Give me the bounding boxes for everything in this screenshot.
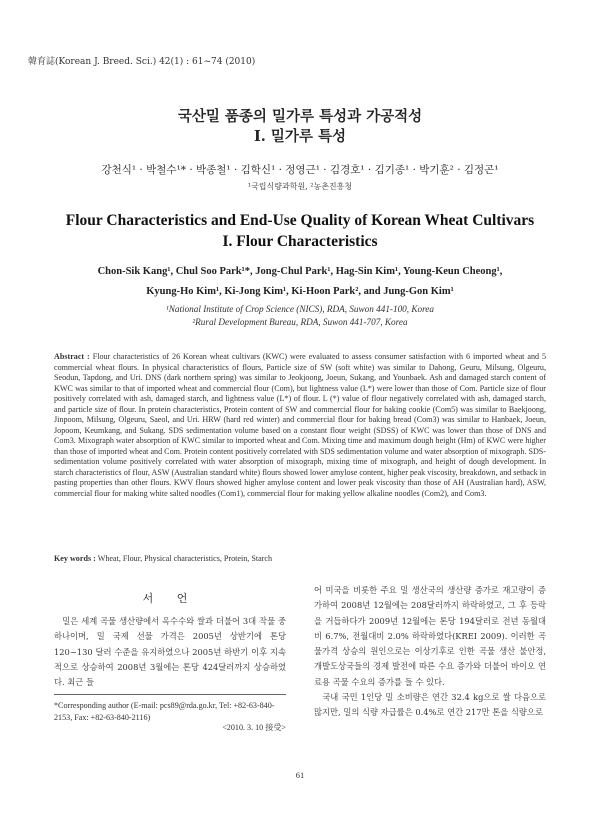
- english-affiliation-line-2: ²Rural Development Bureau, RDA, Suwon 441-707, Korea: [192, 317, 408, 327]
- received-date: <2010. 3. 10 接受>: [222, 723, 286, 732]
- english-affiliation-line-1: ¹National Institute of Crop Science (NICS), RDA, Suwon 441-100, Korea: [166, 304, 434, 314]
- korean-title-line-1: 국산밀 품종의 밀가루 특성과 가공적성: [177, 108, 423, 125]
- keywords-label: Key words :: [54, 554, 96, 563]
- korean-affiliation: ¹국립식량과학원, ²농촌진흥청: [247, 182, 353, 191]
- intro-right-column: [314, 583, 546, 721]
- english-affiliation: [0, 303, 600, 329]
- footnote-divider: [54, 694, 286, 695]
- corresponding-author-footnote: *Corresponding author (E-mail: pcs89@rda.go.kr, Tel: +82-63-840-2153, Fax: +82-63-840-2116): [54, 701, 275, 722]
- page-number: 61: [295, 770, 305, 780]
- english-title-line-1: Flour Characteristics and End-Use Quality of Korean Wheat Cultivars: [65, 212, 535, 229]
- keywords: [54, 554, 272, 563]
- intro-right-paragraph-1: 어 미국을 비롯한 주요 밀 생산국의 생산량 증가로 재고량이 증가하여 2008년 12월에는 208달러까지 하락하였고, 그 후 등락을 거듭하다가 2009년 12월에는 톤당 194달러로 전년 동월대비 6.7%, 전월대비 2.0% 하락하였다(KREI 2009). 이러한 곡물가격 상승의 원인으로는 이상기후로 인한 곡물 생산 불안정, 개발도상국들의 경제 발전에 따른 수요 증가와 더불어 바이오 연료용 곡물 수요의 증가를 들 수 있다.: [314, 585, 546, 687]
- intro-left-column: 밀은 세계 곡물 생산량에서 옥수수와 쌀과 더불어 3대 작물 중 하나이며, 밀 국제 선물 가격은 2005년 상반기에 톤당 120~130 달러 수준을 유지하였으나 2005년 하반기 이후 지속적으로 상승하여 2008년 3월에는 톤당 424달러까지 상승하였다. 최근 들: [54, 616, 286, 688]
- english-title: [0, 210, 600, 252]
- intro-right-paragraph-2: 국내 국민 1인당 밀 소비량은 연간 32.4 kg으로 쌀 다음으로 많지만, 밀의 식량 자급률은 0.4%로 연간 217만 톤을 식량으로: [314, 692, 546, 718]
- english-authors-line-2: Kyung-Ho Kim¹, Ki-Jong Kim¹, Ki-Hoon Park², and Jung-Gon Kim¹: [146, 286, 454, 297]
- korean-authors: 강천식¹ · 박철수¹* · 박종철¹ · 김학신¹ · 정영근¹ · 김경호¹ · 김기종¹ · 박기훈² · 김정곤¹: [101, 164, 499, 176]
- korean-title: [0, 107, 600, 147]
- abstract-label: Abstract :: [54, 352, 90, 361]
- english-authors-line-1: Chon-Sik Kang¹, Chul Soo Park¹*, Jong-Chul Park¹, Hag-Sin Kim¹, Young-Keun Cheong¹,: [97, 266, 503, 277]
- keywords-text: Wheat, Flour, Physical characteristics, Protein, Starch: [97, 554, 273, 563]
- english-authors: [70, 262, 530, 302]
- journal-citation: 韓育誌(Korean J. Breed. Sci.) 42(1) : 61~74 (2010): [28, 57, 256, 67]
- abstract: [54, 352, 546, 499]
- section-heading-introduction: 서 언: [142, 592, 198, 605]
- abstract-text: Flour characteristics of 26 Korean wheat cultivars (KWC) were evaluated to assess consumer satisfaction with 6 imported wheat and 5 commercial wheat flours. In physical characteristics of flours, Particle size of SW (soft white) was similar to Dahong, Geuru, Milsung, Olgeuru, Seodun, Tapdong, and Uri. DNS (dark northern spring) was similar to Jeokjoong, Joeun, Sukang, and Younbaek. Ash and damaged starch content of KWC was similar to that of imported wheat and commercial flour (Com), but lightness value (L*) were lower than those of Com. Particle size of flour positively correlated with ash, damaged starch, and lightness value (L*) of flour. L (*) value of flour negatively correlated with ash, damaged starch, and particle size of flour. In protein characteristics, Protein content of SW and commercial flour for baking cookie (Com5) was similar to Baekjoong, Jinpoom, Milsung, Olgeuru, Saeol, and Uri. HRW (hard red winter) and commercial flour for baking bread (Com3) was similar to Hanbaek, Joeun, Jopoom, Keumkang, and Sukang. SDS sedimentation volume based on a constant flour weight (SDSS) of KWC was lower than those of DNS and Com3. Mixograph water absorption of KWC similar to imported wheat and Com. Mixing time and maximum dough height (Hm) of KWC were higher than those of imported wheat and Com. Protein content positively correlated with SDS sedimentation volume and water absorption of mixograph. SDS-sedimentation volume positively correlated with water absorption of mixograph, mixing time of mixograph, and height of dough development. In starch characteristics of flour, ASW (Australian standard white) flours showed lower amylose content, higher peak viscosity, breakdown, and setback in pasting properties than other flours. KWV flours showed higher amylose content and lower peak viscosity than those of AH (Australian hard), ASW, commercial flour for making white salted noodles (Com1), commercial flour for making yellow alkaline noodles (Com2), and Com3.: [54, 352, 547, 498]
- english-title-line-2: I. Flour Characteristics: [222, 233, 378, 250]
- korean-title-line-2: I. 밀가루 특성: [254, 128, 346, 145]
